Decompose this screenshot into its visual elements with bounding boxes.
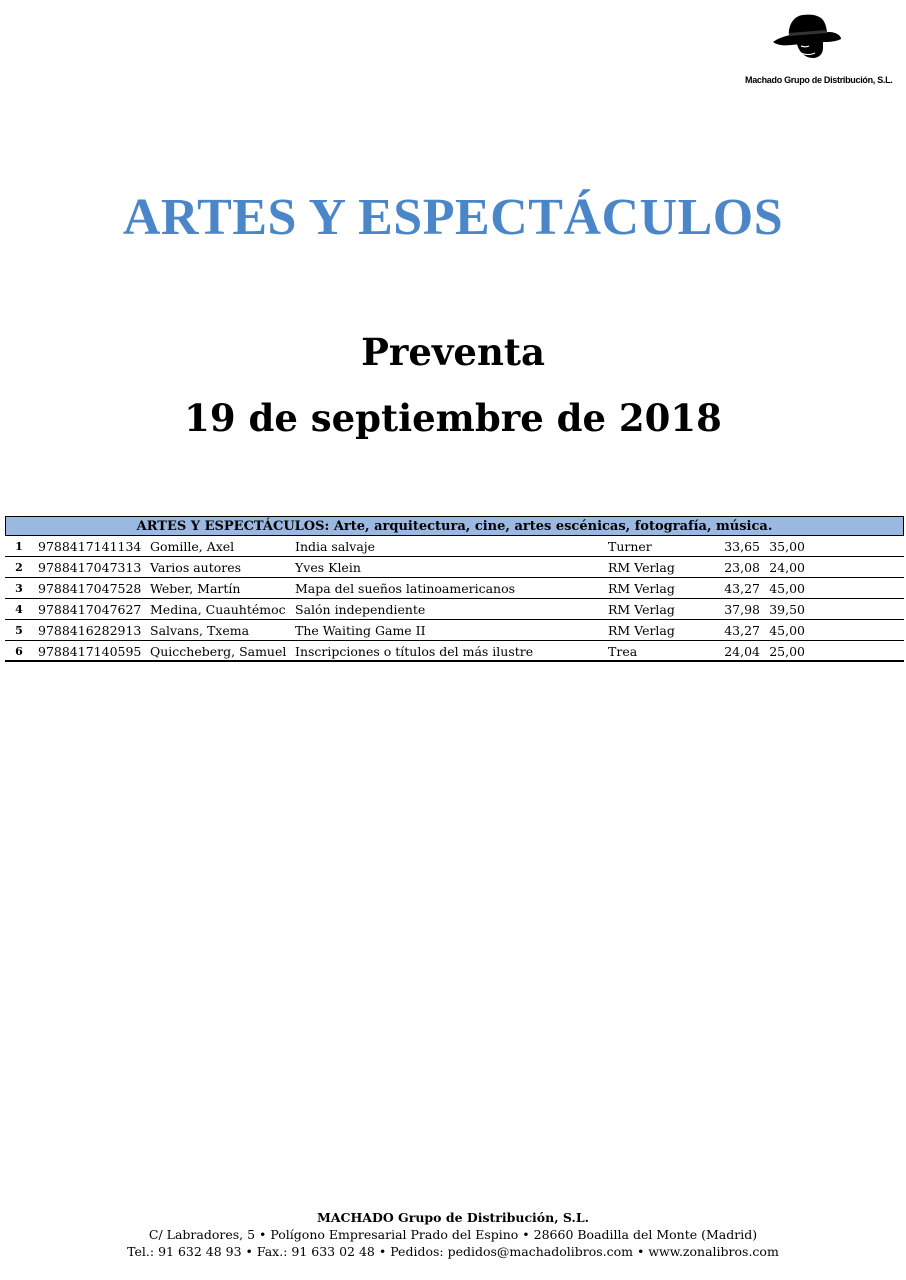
isbn-cell: 9788416282913 bbox=[38, 623, 142, 638]
table-row bbox=[5, 641, 904, 662]
price-cell: 35,00 bbox=[769, 539, 805, 554]
publisher-cell: RM Verlag bbox=[608, 560, 675, 575]
price-cell: 45,00 bbox=[769, 581, 805, 596]
row-number: 4 bbox=[15, 603, 23, 616]
price-cell: 43,27 bbox=[724, 623, 760, 638]
presale-label: Preventa bbox=[361, 330, 545, 374]
isbn-cell: 9788417047528 bbox=[38, 581, 142, 596]
author-cell: Gomille, Axel bbox=[150, 539, 235, 554]
publisher-cell: RM Verlag bbox=[608, 581, 675, 596]
catalog-header: ARTES Y ESPECTÁCULOS: Arte, arquitectura, cine, artes escénicas, fotografía, música. bbox=[5, 516, 904, 536]
title-cell: Yves Klein bbox=[295, 560, 361, 575]
row-number: 5 bbox=[15, 624, 23, 637]
price-cell: 37,98 bbox=[724, 602, 760, 617]
author-cell: Quiccheberg, Samuel bbox=[150, 644, 287, 659]
isbn-cell: 9788417140595 bbox=[38, 644, 142, 659]
page-footer bbox=[0, 1209, 906, 1260]
publisher-cell: Trea bbox=[608, 644, 638, 659]
row-number: 6 bbox=[15, 645, 23, 658]
table-row bbox=[5, 620, 904, 641]
price-cell: 45,00 bbox=[769, 623, 805, 638]
title-cell: Mapa del sueños latinoamericanos bbox=[295, 581, 516, 596]
title-cell: Salón independiente bbox=[295, 602, 426, 617]
table-row bbox=[5, 536, 904, 557]
price-cell: 24,00 bbox=[769, 560, 805, 575]
row-number: 1 bbox=[15, 540, 23, 553]
logo-text: Machado Grupo de Distribución, S.L. bbox=[745, 75, 893, 85]
price-cell: 43,27 bbox=[724, 581, 760, 596]
price-cell: 33,65 bbox=[724, 539, 760, 554]
author-cell: Salvans, Txema bbox=[150, 623, 250, 638]
page-title: ARTES Y ESPECTÁCULOS bbox=[122, 189, 784, 246]
author-cell: Weber, Martín bbox=[150, 581, 241, 596]
price-cell: 23,08 bbox=[724, 560, 760, 575]
author-cell: Varios autores bbox=[150, 560, 242, 575]
fedora-hat-profile-icon bbox=[771, 12, 843, 72]
author-cell: Medina, Cuauhtémoc bbox=[150, 602, 286, 617]
title-cell: India salvaje bbox=[295, 539, 376, 554]
isbn-cell: 9788417141134 bbox=[38, 539, 142, 554]
table-row bbox=[5, 578, 904, 599]
price-cell: 25,00 bbox=[769, 644, 805, 659]
table-row bbox=[5, 599, 904, 620]
row-number: 2 bbox=[15, 561, 23, 574]
isbn-cell: 9788417047627 bbox=[38, 602, 142, 617]
presale-date: 19 de septiembre de 2018 bbox=[184, 396, 722, 440]
publisher-cell: Turner bbox=[608, 539, 652, 554]
title-cell: The Waiting Game II bbox=[295, 623, 426, 638]
company-logo bbox=[745, 12, 893, 92]
footer-contact: Tel.: 91 632 48 93 • Fax.: 91 633 02 48 • Pedidos: pedidos@machadolibros.com • www.zonalibros.com bbox=[127, 1244, 779, 1259]
price-cell: 24,04 bbox=[724, 644, 760, 659]
publisher-cell: RM Verlag bbox=[608, 602, 675, 617]
title-cell: Inscripciones o títulos del más ilustre bbox=[295, 644, 534, 659]
price-cell: 39,50 bbox=[769, 602, 805, 617]
isbn-cell: 9788417047313 bbox=[38, 560, 142, 575]
publisher-cell: RM Verlag bbox=[608, 623, 675, 638]
footer-address: C/ Labradores, 5 • Polígono Empresarial Prado del Espino • 28660 Boadilla del Monte (Madrid) bbox=[148, 1227, 758, 1242]
table-row bbox=[5, 557, 904, 578]
row-number: 3 bbox=[15, 582, 23, 595]
catalog-table bbox=[5, 516, 904, 662]
footer-company: MACHADO Grupo de Distribución, S.L. bbox=[316, 1210, 590, 1225]
